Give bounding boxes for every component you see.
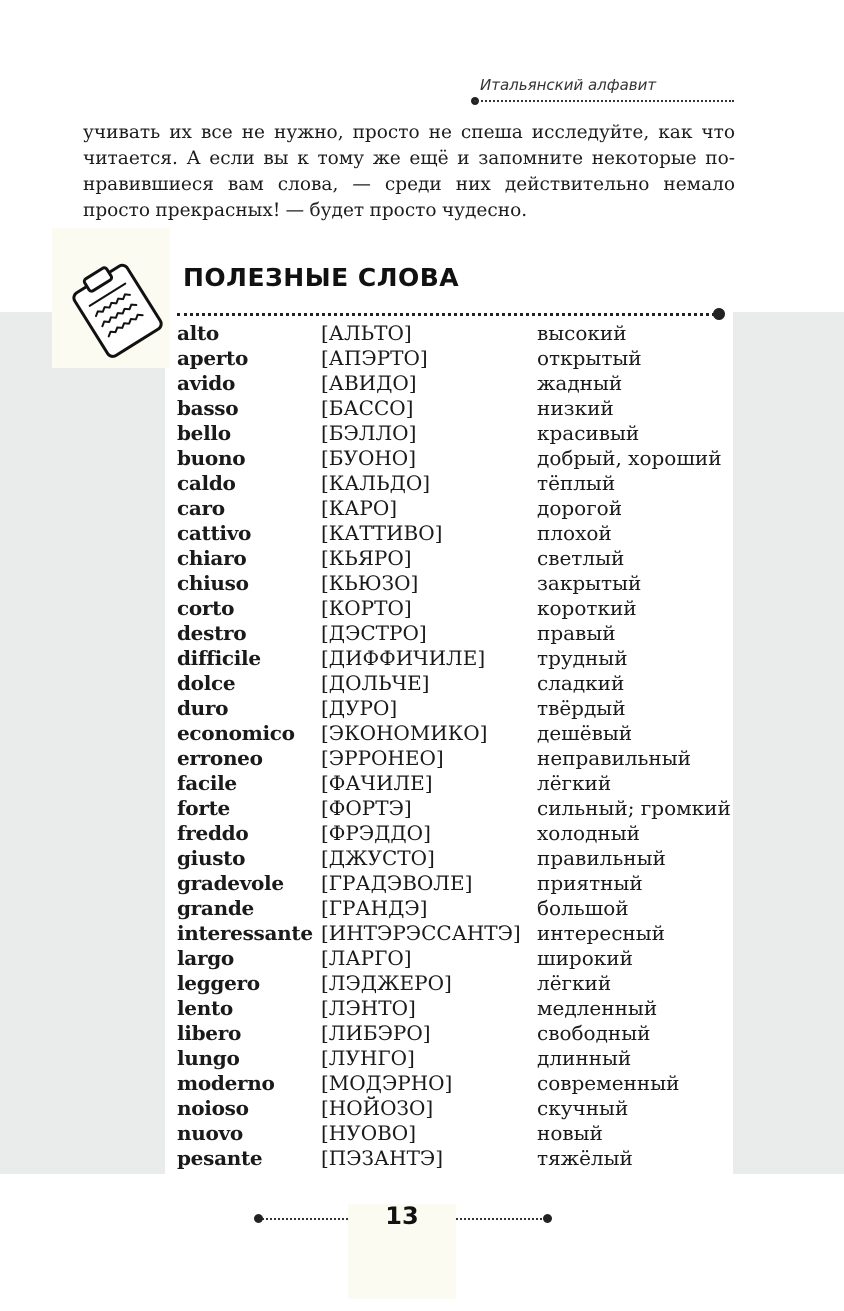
section-title-rule [177,313,715,316]
vocab-row [177,846,737,871]
vocab-row [177,646,737,671]
transcription: [НУОВО] [321,1121,416,1145]
italian-word: caldo [177,471,236,495]
transcription: [ФАЧИЛЕ] [321,771,433,795]
italian-word: lento [177,996,233,1020]
transcription: [НОЙОЗО] [321,1096,434,1120]
italian-word: bello [177,421,231,445]
translation: плохой [537,521,612,545]
transcription: [ГРАДЭВОЛЕ] [321,871,473,895]
transcription: [КЬЮЗО] [321,571,419,595]
vocab-row [177,596,737,621]
translation: дорогой [537,496,623,520]
translation: дешёвый [537,721,633,745]
transcription: [ЛИБЭРО] [321,1021,431,1045]
transcription: [АВИДО] [321,371,417,395]
transcription: [ДУРО] [321,696,398,720]
section-title: ПОЛЕЗНЫЕ СЛОВА [183,263,460,292]
page-number: 13 [385,1202,419,1230]
translation: закрытый [537,571,642,595]
translation: короткий [537,596,637,620]
translation: правильный [537,846,666,870]
translation: открытый [537,346,642,370]
italian-word: pesante [177,1146,263,1170]
translation: красивый [537,421,640,445]
transcription: [КЬЯРО] [321,546,412,570]
italian-word: lungo [177,1046,240,1070]
vocab-row [177,571,737,596]
translation: скучный [537,1096,629,1120]
vocab-row [177,621,737,646]
italian-word: avido [177,371,236,395]
translation: лёгкий [537,971,612,995]
section-title-rule-dot [713,308,725,320]
clipboard-icon [64,258,170,366]
transcription: [КОРТО] [321,596,412,620]
translation: медленный [537,996,658,1020]
transcription: [ДЭСТРО] [321,621,427,645]
transcription: [ФОРТЭ] [321,796,412,820]
italian-word: largo [177,946,234,970]
italian-word: destro [177,621,247,645]
transcription: [ДОЛЬЧЕ] [321,671,430,695]
italian-word: leggero [177,971,260,995]
transcription: [ФРЭДДО] [321,821,431,845]
italian-word: forte [177,796,230,820]
translation: твёрдый [537,696,626,720]
vocab-row [177,671,737,696]
vocab-row [177,521,737,546]
vocab-row [177,1096,737,1121]
italian-word: noioso [177,1096,249,1120]
translation: низкий [537,396,614,420]
vocab-row [177,1046,737,1071]
vocabulary-list [177,321,737,1171]
vocab-row [177,396,737,421]
transcription: [ДИФФИЧИЛЕ] [321,646,486,670]
translation: холодный [537,821,640,845]
transcription: [АЛЬТО] [321,321,412,345]
italian-word: erroneo [177,746,263,770]
translation: приятный [537,871,643,895]
translation: добрый, хороший [537,446,722,470]
vocab-row [177,421,737,446]
italian-word: chiuso [177,571,249,595]
transcription: [ГРАНДЭ] [321,896,428,920]
transcription: [ЛЭДЖЕРО] [321,971,452,995]
italian-word: cattivo [177,521,252,545]
translation: тёплый [537,471,616,495]
vocab-row [177,546,737,571]
vocab-row [177,796,737,821]
italian-word: aperto [177,346,248,370]
vocab-row [177,996,737,1021]
transcription: [ЭРРОНЕО] [321,746,444,770]
italian-word: duro [177,696,229,720]
translation: сильный; громкий [537,796,731,820]
translation: новый [537,1121,603,1145]
italian-word: freddo [177,821,249,845]
transcription: [ДЖУСТО] [321,846,435,870]
translation: правый [537,621,616,645]
translation: неправильный [537,746,691,770]
transcription: [БЭЛЛО] [321,421,417,445]
footer-right-rule [456,1218,546,1220]
running-header: Итальянский алфавит [480,76,657,94]
translation: светлый [537,546,625,570]
vocab-row [177,321,737,346]
transcription: [БАССО] [321,396,414,420]
vocab-row [177,696,737,721]
transcription: [ЛУНГО] [321,1046,415,1070]
translation: интересный [537,921,665,945]
vocab-row [177,346,737,371]
intro-paragraph: учивать их все не нужно, просто не спеша исследуйте, как что читается. А если вы к тому же ещё и запомните некоторые по- нравившиеся вам слова, — среди них действительно немало просто прекрасных! — будет просто чудесно. [83,122,735,221]
footer-left-rule [262,1218,348,1220]
transcription: [КАРО] [321,496,398,520]
vocab-row [177,971,737,996]
vocab-row [177,1071,737,1096]
footer-right-dot [543,1214,552,1223]
translation: современный [537,1071,680,1095]
italian-word: dolce [177,671,236,695]
italian-word: gradevole [177,871,284,895]
running-header-rule [474,100,734,102]
vocab-row [177,896,737,921]
italian-word: corto [177,596,235,620]
italian-word: basso [177,396,239,420]
italian-word: nuovo [177,1121,243,1145]
italian-word: economico [177,721,295,745]
vocab-row [177,1021,737,1046]
italian-word: libero [177,1021,241,1045]
italian-word: giusto [177,846,246,870]
vocab-row [177,946,737,971]
vocab-row [177,721,737,746]
translation: жадный [537,371,623,395]
translation: тяжёлый [537,1146,633,1170]
translation: трудный [537,646,628,670]
transcription: [КАТТИВО] [321,521,443,545]
translation: свободный [537,1021,651,1045]
translation: широкий [537,946,633,970]
transcription: [МОДЭРНО] [321,1071,453,1095]
italian-word: alto [177,321,219,345]
italian-word: interessante [177,921,313,945]
vocab-row [177,771,737,796]
transcription: [ПЭЗАНТЭ] [321,1146,444,1170]
italian-word: difficile [177,646,261,670]
transcription: [ИНТЭРЭССАНТЭ] [321,921,521,945]
vocab-row [177,471,737,496]
vocab-row [177,1146,737,1171]
transcription: [ЛАРГО] [321,946,412,970]
italian-word: chiaro [177,546,247,570]
translation: лёгкий [537,771,612,795]
italian-word: caro [177,496,225,520]
translation: высокий [537,321,627,345]
italian-word: buono [177,446,246,470]
transcription: [ЭКОНОМИКО] [321,721,488,745]
vocab-row [177,1121,737,1146]
translation: большой [537,896,629,920]
transcription: [АПЭРТО] [321,346,428,370]
vocab-row [177,371,737,396]
italian-word: moderno [177,1071,275,1095]
transcription: [ЛЭНТО] [321,996,416,1020]
vocab-row [177,821,737,846]
vocab-row [177,871,737,896]
translation: длинный [537,1046,632,1070]
vocab-row [177,446,737,471]
transcription: [КАЛЬДО] [321,471,431,495]
vocab-row [177,746,737,771]
italian-word: grande [177,896,254,920]
translation: сладкий [537,671,625,695]
transcription: [БУОНО] [321,446,416,470]
vocab-row [177,921,737,946]
italian-word: facile [177,771,237,795]
vocab-row [177,496,737,521]
